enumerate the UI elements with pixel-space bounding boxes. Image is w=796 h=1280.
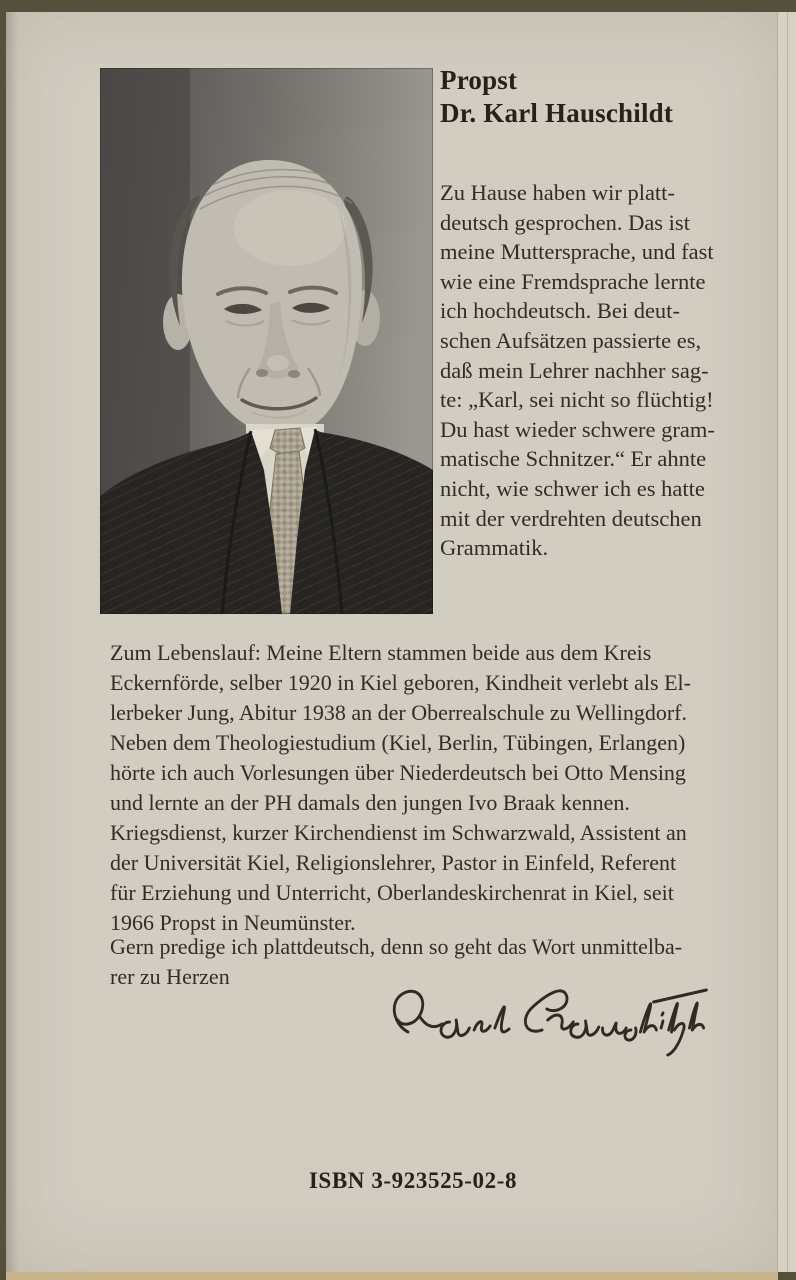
text-line: Neben dem Theologiestudium (Kiel, Berlin, Tübingen, Erlangen): [110, 730, 686, 755]
left-nostril: [256, 369, 268, 377]
book-title: [440, 64, 770, 130]
text-line: Eckernförde, selber 1920 in Kiel geboren, Kindheit verlebt als El-: [110, 670, 691, 695]
text-line: deutsch gesprochen. Das ist: [440, 209, 690, 235]
text-line: Grammatik.: [440, 535, 549, 561]
text-line: Zum Lebenslauf: Meine Eltern stammen beide aus dem Kreis: [110, 640, 652, 665]
text-line: mit der verdrehten deutschen: [440, 505, 702, 531]
text-line: 1966 Propst in Neumünster.: [110, 910, 356, 935]
text-line: ich hochdeutsch. Bei deut-: [440, 298, 680, 324]
text-line: rer zu Herzen: [110, 964, 230, 989]
text-line: te: „Karl, sei nicht so flüchtig!: [440, 387, 714, 413]
portrait-photo: [100, 68, 433, 614]
text-line: wie eine Fremdsprache lernte: [440, 268, 706, 294]
text-line: hörte ich auch Vorlesungen über Niederdeutsch bei Otto Mensing: [110, 760, 686, 785]
portrait-photo-graphic: [100, 68, 433, 614]
forehead-highlight: [234, 190, 346, 266]
text-line: daß mein Lehrer nachher sag-: [440, 357, 709, 383]
text-line: Du hast wieder schwere gram-: [440, 416, 715, 442]
nose-highlight: [267, 355, 289, 371]
book-bottom-edge: [6, 1272, 778, 1280]
text-line: lerbeker Jung, Abitur 1938 an der Oberrealschule zu Wellingdorf.: [110, 700, 687, 725]
text-line: meine Muttersprache, und fast: [440, 239, 714, 265]
text-line: für Erziehung und Unterricht, Oberlandeskirchenrat in Kiel, seit: [110, 880, 674, 905]
text-line: der Universität Kiel, Religionslehrer, Pastor in Einfeld, Referent: [110, 850, 677, 875]
text-line: Gern predige ich plattdeutsch, denn so geht das Wort unmittelba-: [110, 934, 683, 959]
text-line: Dr. Karl Hauschildt: [440, 98, 674, 128]
signature-graphic: [374, 964, 714, 1064]
text-line: und lernte an der PH damals den jungen Ivo Braak kennen.: [110, 790, 630, 815]
isbn: ISBN 3-923525-02-8: [308, 1168, 518, 1193]
book-back-cover: [6, 12, 778, 1272]
signature: [374, 964, 714, 1064]
text-line: Propst: [440, 65, 518, 95]
text-line: schen Aufsätzen passierte es,: [440, 327, 702, 353]
biography-paragraph: [110, 638, 716, 938]
quote-paragraph: [440, 178, 717, 563]
text-line: Zu Hause haben wir platt-: [440, 180, 675, 205]
book-page-edge: [777, 12, 796, 1272]
text-line: matische Schnitzer.“ Er ahnte: [440, 446, 707, 472]
text-line: Kriegsdienst, kurzer Kirchendienst im Schwarzwald, Assistent an: [110, 820, 687, 845]
text-line: nicht, wie schwer ich es hatte: [440, 475, 705, 501]
right-nostril: [288, 370, 300, 378]
